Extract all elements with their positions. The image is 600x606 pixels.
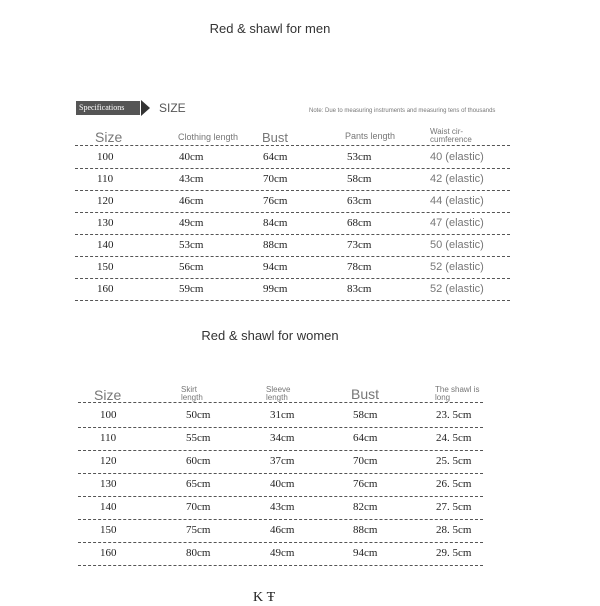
table-cell: 76cm — [263, 195, 288, 207]
table-cell: 160 — [97, 283, 114, 295]
table-cell: 70cm — [186, 501, 211, 513]
table-cell: 94cm — [263, 261, 288, 273]
table-cell: 37cm — [270, 455, 295, 467]
table-cell: 52 (elastic) — [430, 283, 484, 295]
table-cell: 160 — [100, 547, 117, 559]
table-cell: 40cm — [270, 478, 295, 490]
table-row — [78, 428, 483, 451]
header-size: Size — [94, 387, 122, 403]
table-cell: 84cm — [263, 217, 288, 229]
table-cell: 28. 5cm — [436, 524, 472, 536]
table-cell: 130 — [100, 478, 117, 490]
bottom-partial-text: K Ŧ — [253, 590, 276, 605]
table-cell: 44 (elastic) — [430, 195, 484, 207]
table-cell: 34cm — [270, 432, 295, 444]
table-row — [75, 147, 510, 169]
table-cell: 110 — [100, 432, 117, 444]
table-cell: 64cm — [353, 432, 378, 444]
table-cell: 70cm — [353, 455, 378, 467]
size-heading: SIZE — [159, 101, 186, 115]
table-cell: 64cm — [263, 151, 288, 163]
table-cell: 43cm — [270, 501, 295, 513]
table-cell: 56cm — [179, 261, 204, 273]
table-row — [78, 520, 483, 543]
table-cell: 150 — [97, 261, 114, 273]
table-cell: 100 — [97, 151, 114, 163]
table-cell: 88cm — [263, 239, 288, 251]
table-cell: 46cm — [179, 195, 204, 207]
table-cell: 24. 5cm — [436, 432, 472, 444]
table-cell: 83cm — [347, 283, 372, 295]
table-cell: 140 — [97, 239, 114, 251]
table-cell: 47 (elastic) — [430, 217, 484, 229]
table-row — [78, 405, 483, 428]
table-row — [78, 497, 483, 520]
table-cell: 29. 5cm — [436, 547, 472, 559]
table-cell: 25. 5cm — [436, 455, 472, 467]
header-sleeve-length: Sleeve length — [266, 386, 291, 402]
table-cell: 59cm — [179, 283, 204, 295]
table-cell: 40cm — [179, 151, 204, 163]
table-cell: 63cm — [347, 195, 372, 207]
table-row — [78, 474, 483, 497]
table-cell: 130 — [97, 217, 114, 229]
table-cell: 49cm — [270, 547, 295, 559]
table-cell: 68cm — [347, 217, 372, 229]
table-cell: 50cm — [186, 409, 211, 421]
header-pants-length: Pants length — [345, 131, 396, 141]
table-cell: 70cm — [263, 173, 288, 185]
table-cell: 58cm — [353, 409, 378, 421]
table-cell: 110 — [97, 173, 114, 185]
table-cell: 46cm — [270, 524, 295, 536]
table-row — [75, 279, 510, 301]
table-row — [75, 213, 510, 235]
specifications-badge: Specifications — [76, 101, 140, 115]
divider — [78, 565, 483, 566]
divider — [75, 300, 510, 301]
header-shawl-length: The shawl is long — [435, 386, 480, 402]
measurement-note: Note: Due to measuring instruments and measuring tens of thousands — [309, 108, 496, 114]
table-cell: 76cm — [353, 478, 378, 490]
table-cell: 100 — [100, 409, 117, 421]
table-row — [78, 451, 483, 474]
table-cell: 94cm — [353, 547, 378, 559]
table-cell: 73cm — [347, 239, 372, 251]
header-bust: Bust — [262, 130, 289, 145]
table-cell: 120 — [97, 195, 114, 207]
header-bust: Bust — [351, 386, 380, 402]
table-cell: 75cm — [186, 524, 211, 536]
header-size: Size — [95, 129, 123, 145]
men-size-table — [75, 127, 510, 302]
table-cell: 120 — [100, 455, 117, 467]
table-row — [78, 543, 483, 566]
table-row — [75, 191, 510, 213]
table-cell: 40 (elastic) — [430, 151, 484, 163]
table-cell: 55cm — [186, 432, 211, 444]
table-row — [75, 169, 510, 191]
women-table-title: Red & shawl for women — [201, 328, 339, 343]
table-cell: 49cm — [179, 217, 204, 229]
table-cell: 82cm — [353, 501, 378, 513]
table-cell: 42 (elastic) — [430, 173, 484, 185]
table-cell: 65cm — [186, 478, 211, 490]
table-cell: 88cm — [353, 524, 378, 536]
table-cell: 43cm — [179, 173, 204, 185]
header-clothing-length: Clothing length — [178, 132, 239, 142]
table-cell: 26. 5cm — [436, 478, 472, 490]
table-cell: 150 — [100, 524, 117, 536]
table-cell: 50 (elastic) — [430, 239, 484, 251]
header-skirt-length: Skirt length — [181, 386, 203, 402]
table-cell: 80cm — [186, 547, 211, 559]
table-cell: 99cm — [263, 283, 288, 295]
table-cell: 52 (elastic) — [430, 261, 484, 273]
table-cell: 31cm — [270, 409, 295, 421]
table-cell: 58cm — [347, 173, 372, 185]
table-row — [75, 235, 510, 257]
women-size-table — [78, 385, 483, 560]
divider — [75, 145, 510, 146]
table-row — [75, 257, 510, 279]
table-cell: 53cm — [347, 151, 372, 163]
arrow-right-icon — [141, 100, 150, 116]
divider — [78, 402, 483, 403]
table-cell: 23. 5cm — [436, 409, 472, 421]
table-cell: 78cm — [347, 261, 372, 273]
table-cell: 60cm — [186, 455, 211, 467]
header-waist: Waist cir-cumference — [430, 128, 472, 144]
table-cell: 140 — [100, 501, 117, 513]
men-table-title: Red & shawl for men — [209, 21, 331, 36]
table-header — [78, 385, 483, 401]
table-cell: 27. 5cm — [436, 501, 472, 513]
table-cell: 53cm — [179, 239, 204, 251]
table-header — [75, 127, 510, 143]
